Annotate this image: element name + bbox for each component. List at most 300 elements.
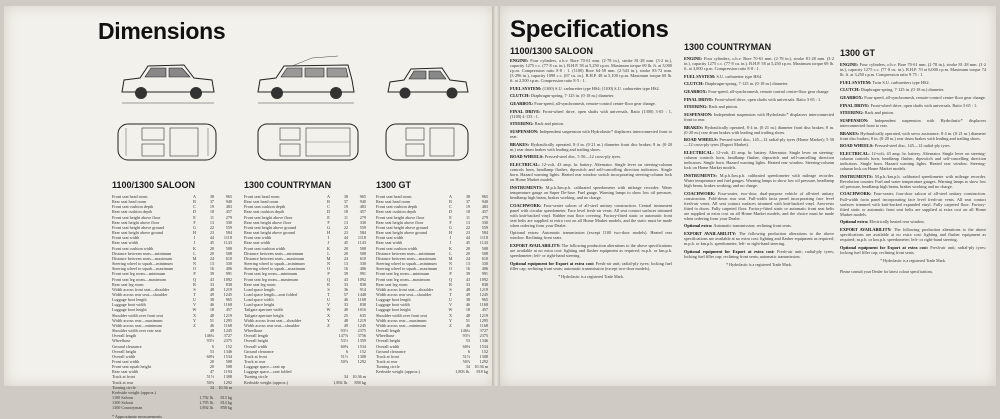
dimension-inches: 24 [343,255,348,261]
saloon-spec-list [510,58,672,271]
dimension-mm: 406 [481,266,488,272]
dimension-mm: 508 [225,359,232,364]
dimension-name: Luggage space—seat up [244,364,285,370]
spec-paragraph [840,118,986,128]
dimension-letter: W [326,307,331,313]
dimension-mm: 838 [359,302,366,308]
dimension-letter: R [449,281,452,287]
spec-text: Pressed-steel disc, 145—12 radial-ply tyres. [874,143,951,149]
spec-label: FUEL SYSTEM: [840,79,873,85]
dimension-mm: 1118 [223,235,232,241]
spec-paragraph [840,80,986,85]
spec-label: ELECTRICAL: [684,150,716,155]
dimension-letter: R [193,281,196,287]
dimension-name: Front seat cushion depth [112,204,154,210]
dimension-letter: B [327,199,330,205]
spec-label: COACHWORK: [840,191,874,197]
dimension-letter: D [326,209,331,215]
spec-paragraph [684,173,834,188]
dimension-mm: 330 [359,219,366,225]
dimension-inches: 33 [465,281,470,287]
dimension-mm: 965 [481,297,488,303]
dimension-mm: 483 [359,204,366,210]
dimension-mm: 1295 [223,317,232,323]
spec-label: Optional equipment for Export at extra cost: [684,248,777,254]
saloon-footnote: * Approximate measurements [112,414,163,419]
dimension-letter: Z [327,322,330,328]
dimension-name: Rear seat leg room [244,281,276,287]
dimension-mm: 559 [225,224,232,230]
dimension-inches: 1,803 lb. [455,369,470,375]
dimension-name: Steering wheel to squab—minimum [376,261,437,267]
dimension-inches: 20 [209,245,214,251]
spec-label: STEERING: [684,104,709,110]
dimension-mm: 1292 [479,359,488,364]
spec-label: Optional equipment for Export at extra cost: [510,260,596,266]
dimension-letter: D [192,209,197,215]
dimension-letter: V [192,302,197,308]
dimension-name: Front seat cushion width [376,245,418,251]
dimension-mm: 1168 [357,297,366,303]
dimension-name: Rear seat leg room [376,281,408,287]
dimension-name: Load space length—seat folded [244,291,297,297]
dimensions-title: Dimensions [98,18,226,44]
spec-paragraph [510,243,672,258]
spec-paragraph [840,219,986,224]
dimension-inches: 34 [209,384,214,390]
dimension-mm: 2375 [479,333,488,339]
spec-text: Front-wheel drive, open shafts with universals. Ratio 3·65 : 1. [870,102,978,108]
dimension-mm: 279 [481,214,488,220]
dimension-inches: 22 [465,224,470,230]
spec-label: BRAKES: [684,124,705,130]
dimension-mm: 1292 [357,359,366,364]
dimension-name: Overall width [376,343,400,349]
spec-text: Fresh-air unit; radial-ply tyres; locking fuel filler cap; reclining front seats. [840,244,986,255]
spec-paragraph [510,93,672,98]
dimension-letter: N [192,261,197,267]
dimension-name: Front seat leg room—maximum [112,276,166,282]
spec-paragraph [684,81,834,86]
dimension-letter: X [192,312,197,318]
dimension-letter: L [449,250,452,256]
gt-dimensions-heading: 1300 GT [376,180,412,190]
dimension-letter: A [192,194,197,199]
dimension-name: Ground clearance [244,348,274,354]
dimension-inches: 20 [209,364,214,370]
dimension-mm: 1118 [479,235,488,241]
dimension-letter: X [448,312,453,318]
dimension-name: Ground clearance [112,343,142,349]
spec-text: Automatic transmission; reclining front seats. [713,223,792,229]
dimension-inches: 51 [209,317,214,323]
dimension-mm: 991 [225,271,232,277]
dimension-name: Front seat leg room—minimum [244,271,298,277]
dimension-mm: 1346 [479,338,488,344]
dimension-letter [191,405,198,410]
dimension-mm: 1194 [223,369,232,375]
dimension-inches: 11 [209,214,214,220]
dimension-name: Rear seat height above floor [376,219,424,225]
dimension-letter: B [193,199,196,205]
dimension-name: Steering wheel to squab—maximum [244,266,306,272]
spec-text: The following production alterations to the above specifications are available at no extra cost: lighting and flasher equipment as required; m.p.h. or km.p.h. speedometer; left- or right-hand steering. [684,231,835,247]
spec-text: Four cylinders, o.h.v. Bore 70·61 mm. (2·78 in.), stroke 81·28 mm. (3·2 in.), capacity 1275 c.c. (77·8 cu. in.). B.H.P. 58 at 5,250 r.p.m. Maximum torque 69 lb. ft. at 3,000 r.p.m. Compression ratio 8·8 : 1. [684,56,834,72]
dimension-mm: 1219 [223,312,232,318]
dimension-mm: 3727 [223,333,232,339]
spec-paragraph [840,131,986,141]
dimension-inches: 37 [209,199,214,205]
dimension-inches: 60⅜ [206,353,214,359]
dimension-inches: 6 [345,348,348,354]
dimension-inches: 44 [343,235,348,241]
dimension-name: Wheelbase [112,338,131,344]
spec-text: Hydraulically operated, 8·4 in. (0·21 m.) diameter front disc brakes; 8 in. (0·20 m.) rear drum brakes with leading and trailing shoes. [684,124,834,135]
dimension-name: Overall width [112,353,136,359]
dimension-name: Turning circle [244,374,268,380]
gt-spec-footnote: * Hydrolastic is a registered Trade Mark. [880,257,946,263]
dimension-inches: 53 [209,348,214,354]
dimension-name: Width across seat—minimum [112,322,162,328]
spec-label: FUEL SYSTEM: [684,73,717,79]
dimension-name: Front seat width [244,235,272,241]
spec-label: BRAKES: [840,130,861,136]
dimension-inches: 60⅜ [340,343,348,349]
dimension-inches: 24 [209,255,214,261]
dimension-letter: G [192,224,197,230]
dimension-inches: 33 [343,281,348,287]
dimension-letter: J [327,240,330,246]
dimension-letter: Q [448,276,453,282]
dimension-inches: 20 [343,250,348,256]
spec-text: Rack and pinion. [864,110,894,116]
dimension-mm: 1092 [223,276,232,282]
spec-paragraph [840,174,986,189]
dimension-mm: 965 [359,194,366,199]
dimension-mm: 2375 [223,338,232,344]
dimension-mm: 3727 [479,328,488,334]
dimension-mm: 330 [359,261,366,267]
spec-paragraph [510,142,672,152]
dimension-inches: 146¾ [460,328,470,334]
dimension-inches: 11 [343,214,348,220]
dimension-mm: 1092 [479,276,488,282]
spec-paragraph [510,109,672,119]
spec-label: GEARBOX: [840,95,865,101]
dimension-letter: I [193,235,196,241]
dimension-mm: 940 [225,199,232,205]
gt-side-drawing [382,60,474,106]
dimension-name: Rear seat head room [376,199,411,205]
gt-spec-heading: 1300 GT [840,48,876,58]
dimension-mm: 1245 [223,328,232,334]
dimension-mm: 1308 [223,374,232,380]
dimension-name: Rear seat cushion depth [112,209,152,215]
dimension-name: Shoulder width over front seat [376,312,427,318]
dimension-name: Width across rear seat—shoulder [244,322,300,328]
spec-text: Rack and pinion. [708,104,738,110]
dimension-inches: 18 [465,209,470,215]
dimension-name: Width across rear seat—shoulder [112,291,168,297]
spec-text: Four-seater, four-door saloon of all-steel unitary construction. Full-width facia panel incorporating face level fresh-air vents. All seat contact surfaces trimmed with knit-backed expanded vinyl. Fully carpeted floor. Factory-fitted static or automatic front seat belts are supplied at extra cost on all Home Market models. [840,191,987,217]
specifications-title: Specifications [510,16,669,43]
spec-text: The following production alterations to the above specifications are available at no extra cost: lighting and flasher equipment as required; m.p.h. or km.p.h. speedometer; left- or right-hand steering. [510,243,672,259]
dimension-mm: 1219 [479,312,488,318]
dimension-inches: 23 [209,230,214,236]
spec-label: ELECTRICAL: [840,150,872,156]
dimension-letter: K [192,245,197,251]
dimension-letter: W [192,307,197,313]
dimension-mm: 10.36 m [352,374,366,380]
spec-paragraph [684,74,834,79]
spec-text: Independent suspension with Hydrolastic* displacers interconnected front to rear. [684,111,834,122]
dimension-name: Rear seat cushion depth [244,209,284,215]
spec-text: Fresh-air unit; radial-ply tyres; locking fuel filler cap; reclining front seats; automatic transmission. [684,248,834,259]
countryman-spec-list [684,56,834,259]
dimension-name: Rear seat height above ground [376,230,427,236]
spec-text: Four-speed, all-synchromesh, remote-control centre-floor gear change. [864,95,986,101]
dimension-letter: D [448,209,453,215]
spec-label: CLUTCH: [510,93,531,99]
spec-paragraph [510,154,672,159]
dimension-mm: 1016 [357,307,366,313]
spec-label: ENGINE: [510,58,531,63]
spec-paragraph [510,121,672,126]
spec-paragraph [684,97,834,102]
spec-paragraph [684,112,834,122]
dimension-name: Luggage boot height [376,307,411,313]
dimension-mm: 330 [481,261,488,267]
dimension-inches: 20 [209,250,214,256]
spec-text: M.p.h./km.p.h. calibrated speedometer with mileage recorder. Water temperature and fuel gauges. Warning lamps to show low oil pressure, headlamp high beam, brakes working, and no charge. [684,172,834,188]
dimension-mm: 508 [481,250,488,256]
dimension-inches: 38 [465,194,470,199]
dimension-inches: 146¾ [204,333,214,339]
dimension-mm: 1219 [357,317,366,323]
dimension-letter: W [448,307,453,313]
spec-paragraph [840,103,986,108]
dimension-inches: 1,792 lb. [199,395,214,401]
spec-text: Diaphragm-spring, 7·125 in. (0·18 m.) diameter. [530,93,615,99]
dimension-letter: M [326,255,331,261]
dimension-mm: 1168 [479,302,488,308]
dimension-name: Steering wheel to squab—minimum [244,261,305,267]
dimension-inches: 46 [209,302,214,308]
dimension-inches: 38 [465,297,470,303]
dimension-inches: 51 [465,317,470,323]
dimension-mm: 508 [359,245,366,251]
dimension-name: Track at front [112,374,135,380]
spec-paragraph [510,129,672,139]
dimension-inches: 1,892 lb. [199,405,214,411]
dimension-letter: J [193,240,196,246]
spec-paragraph [840,95,986,100]
dimension-inches: 60⅜ [462,343,470,349]
spec-paragraph [510,162,672,182]
spec-label: COACHWORK: [684,190,718,196]
dimension-name: Kerbside weight (approx.) [244,379,289,385]
countryman-dimensions-table [244,194,366,385]
dimension-letter: S [193,286,196,292]
dimension-name: Load space width [244,297,274,303]
spec-label: INSTRUMENTS: [840,173,876,179]
spec-label: GEARBOX: [510,101,535,107]
dimension-inches: 45 [465,240,470,246]
spec-text: Diaphragm-spring, 7·125 in. (0·18 m.) diameter. [704,81,789,87]
saloon-plan-drawing [112,118,222,166]
dimension-letter: P [193,271,196,277]
dimension-inches: 22 [209,224,214,230]
dimension-mm: 1118 [357,235,366,241]
dimension-mm: 1245 [223,291,232,297]
spec-label: SUSPENSION: [840,117,875,123]
dimension-name: Distance between seats—minimum [112,250,172,256]
dimension-inches: 93½ [462,333,470,339]
dimension-mm: 1168 [479,322,488,328]
dimension-mm: 330 [481,219,488,225]
spec-label: COACHWORK: [510,202,544,208]
dimension-letter: B [449,199,452,205]
dimension-inches: 43 [343,276,348,282]
spec-label: FINAL DRIVE: [684,96,715,102]
dimension-mm: 508 [481,245,488,251]
dimension-inches: 1,892 lb. [333,379,348,385]
dimension-mm: 457 [481,209,488,215]
saloon-spec-heading: 1100/1300 SALOON [510,46,594,56]
closing-note: Please consult your Dealer for latest colour specifications. [840,268,934,274]
dimension-mm: 406 [225,266,232,272]
spec-text: 12-volt, 43 amp. hr. battery. Alternator. Single lever on steering-column controls horn, headlamp flasher, dipswitch and self-cancelling direction indicators. Single horn. Hazard warning lights. Heated rear window. Steering-column lock on Home Market models. [684,150,834,171]
spec-label: ENGINE: [684,56,705,61]
dimension-name: Rear seat cushion depth [376,209,416,215]
dimension-name: Front seat leg room—maximum [244,276,298,282]
spec-text: Four-seater saloon of all-steel unitary construction. Central instrument panel with circular speedometer. Face level fresh-air vents. All seat contact surfaces trimmed with knit-backed vinyl. Rubber mat floor covering. Factory-fitted static or automatic front seat belts are supplied at extra cost on all Home Market models, and the static must be made when ordering from your Dealer. [510,202,672,228]
dimension-name: Luggage boot height [112,307,147,313]
dimension-name: Front seat height above floor [244,214,293,220]
spec-text: Diaphragm-spring, 7·125 in. (0·18 m.) diameter. [860,87,945,93]
spec-paragraph [840,191,986,216]
spec-label: ELECTRICAL: [510,162,542,168]
dimension-name: Distance between seats—maximum [376,255,437,261]
dimension-inches: 34 [465,364,470,370]
spec-paragraph [684,104,834,109]
dimension-letter: G [448,224,453,230]
dimension-mm: 991 [481,271,488,277]
dimension-letter: C [449,204,452,210]
spec-paragraph [684,223,834,228]
dimension-name: Rear seat height above ground [112,230,163,236]
dimension-mm: 838 [481,281,488,287]
dimension-inches: 47 [209,369,214,375]
dimension-name: Rear seat leg room [112,281,144,287]
dimension-name: Front seat head room [244,194,280,199]
spec-paragraph [510,58,672,83]
dimension-inches: 51½ [340,353,348,359]
dimension-letter: R [327,281,330,287]
countryman-plan-drawing [252,118,364,166]
dimension-mm: 610 [225,255,232,261]
dimension-inches: 16 [209,266,214,272]
dimension-mm: 940 [359,199,366,205]
spec-label: FUEL SYSTEM: [510,85,543,91]
dimension-name: Width across front seat—shoulder [376,286,434,292]
dimension-letter: L [193,250,196,256]
spec-text: M.p.h./km.p.h. calibrated speedometer with mileage recorder. Water temperature gauge on Super De-luxe. Fuel gauge. Warning lamps to show low oil pressure, headlamp high beam, brakes working, and no charge. [510,184,672,200]
dimension-mm: 584 [225,230,232,236]
dimension-inches: 45 [343,240,348,246]
spec-paragraph [510,86,672,91]
dimension-inches: 20 [343,245,348,251]
dimension-inches: 48 [209,312,214,318]
dimension-letter: J [449,240,452,246]
dimension-name: Track at front [244,353,267,359]
dimension-name: Rear seat width [112,369,139,375]
dimension-inches: 18 [209,209,214,215]
dimension-name: Steering wheel to squab—minimum [112,261,173,267]
spec-text: Electrically heated rear window. [869,219,925,225]
dimension-mm: 991 [359,271,366,277]
dimension-name: Rear seat height above floor [112,219,160,225]
dimension-name: Load space length [244,286,275,292]
dimension-mm: 858 kg [354,379,366,385]
dimension-mm: 483 [225,204,232,210]
dimension-inches: 18 [209,307,214,313]
gt-spec-list [840,62,986,255]
dimension-name: 1100 Saloon [112,395,133,401]
dimension-name: Front seat head room [112,194,148,199]
dimension-inches: 33 [209,281,214,287]
spec-text: Hydraulically operated, 8·4 in. (0·21 m.) diameter front disc brakes; 8 in. (0·20 m.) rear drum brakes with leading and trailing shoes. [510,141,672,152]
dimension-inches: 33 [343,302,348,308]
dimension-mm: 584 [481,230,488,236]
dimension-letter: H [192,230,197,236]
dimension-letter: N [326,261,331,267]
dimension-inches: 48 [465,312,470,318]
dimension-letter: E [449,214,452,220]
dimension-mm: 1346 [223,348,232,354]
dimension-inches: 48 [465,286,470,292]
dimension-name: Rear seat height above floor [244,219,292,225]
spec-paragraph [840,87,986,92]
dimension-name: 1300 Saloon [112,400,134,406]
dimension-mm: 1308 [479,353,488,359]
spec-paragraph [684,125,834,135]
dimension-letter: Z [449,322,452,328]
dimension-mm: 279 [225,214,232,220]
dimension-name: Front seat cushion width [112,245,154,251]
dimension-letter: U [326,297,331,303]
dimension-name: Load space height [244,302,275,308]
dimension-letter [325,380,332,385]
dimension-inches: 13 [343,261,348,267]
dimension-mm: 858 kg [220,405,232,411]
spec-text: (1300) S.U. carburetter type HS4; (1100) S.U. carburetter type HS2. [542,85,660,91]
spec-text: Pressed-steel disc, 145—12 radial-ply tyres (Home Market); 5·50—12 cross-ply tyres (Export Market). [684,137,835,148]
dimension-letter: C [193,204,196,210]
dimension-letter: F [327,219,330,225]
dimension-name: Distance between seats—maximum [244,255,305,261]
dimension-inches: 44 [465,235,470,241]
spec-label: ROAD WHEELS: [840,143,875,149]
dimension-mm: 610 [481,255,488,261]
dimension-letter: A [448,194,453,199]
dimension-inches: 45 [209,240,214,246]
dimension-name: Overall length [244,333,269,339]
dimension-name: Front seat squab height [112,364,151,370]
dimension-mm: 914 [359,286,366,292]
spec-paragraph [510,203,672,228]
dimension-mm: 1219 [479,286,488,292]
